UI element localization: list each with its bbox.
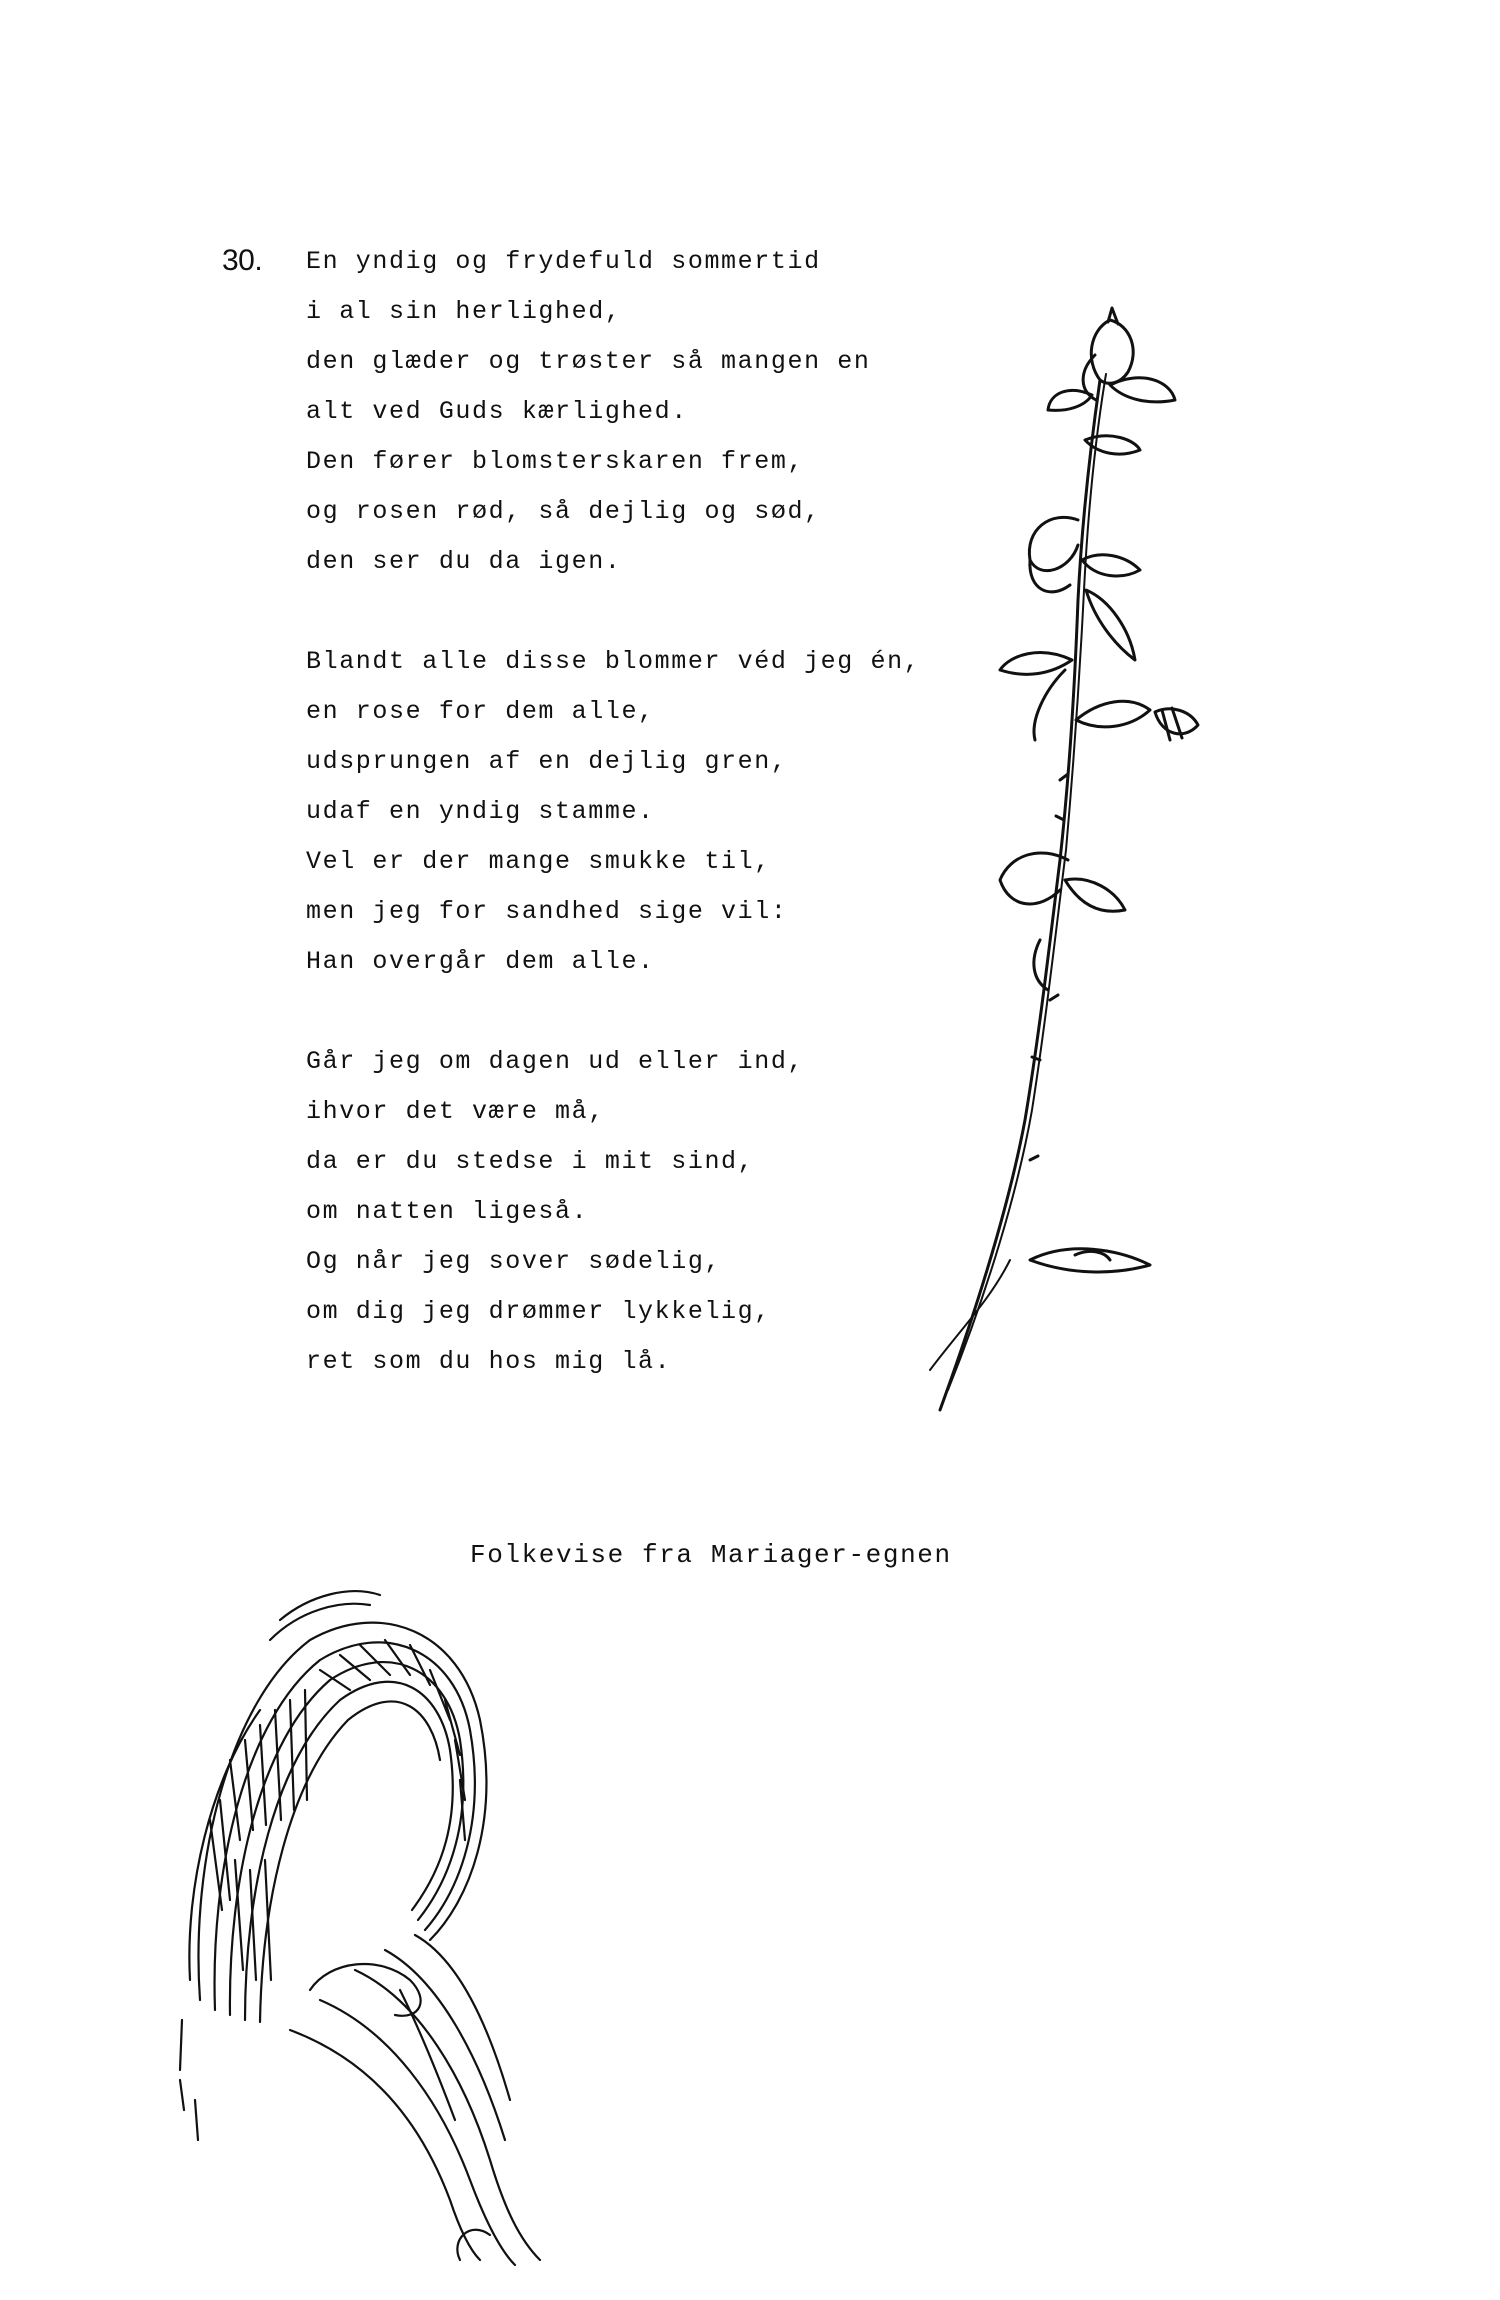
poem-line: en rose for dem alle,	[306, 697, 655, 726]
poem-line: En yndig og frydefuld sommertid	[306, 247, 821, 276]
poem-line: udaf en yndig stamme.	[306, 797, 655, 826]
poem-line: Blandt alle disse blommer véd jeg én,	[306, 647, 921, 676]
poem-line: alt ved Guds kærlighed.	[306, 397, 688, 426]
wheat-sheaf-illustration	[170, 1560, 730, 2280]
poem-line: Vel er der mange smukke til,	[306, 847, 771, 876]
poem-line: og rosen rød, så dejlig og sød,	[306, 497, 821, 526]
poem-line: Går jeg om dagen ud eller ind,	[306, 1047, 805, 1076]
song-number: 30.	[222, 244, 263, 277]
poem-line: ihvor det være må,	[306, 1097, 605, 1126]
poem-line: Han overgår dem alle.	[306, 947, 655, 976]
poem-line: udsprungen af en dejlig gren,	[306, 747, 788, 776]
rose-stem-illustration	[900, 300, 1220, 1420]
poem-line: Og når jeg sover sødelig,	[306, 1247, 722, 1276]
poem-line: Den fører blomsterskaren frem,	[306, 447, 805, 476]
poem-line: i al sin herlighed,	[306, 297, 622, 326]
poem-line: da er du stedse i mit sind,	[306, 1147, 755, 1176]
poem-line: ret som du hos mig lå.	[306, 1347, 672, 1376]
poem-line: om dig jeg drømmer lykkelig,	[306, 1297, 771, 1326]
poem-line: den glæder og trøster så mangen en	[306, 347, 871, 376]
poem-line: om natten ligeså.	[306, 1197, 589, 1226]
song-attribution: Folkevise fra Mariager-egnen	[470, 1540, 952, 1570]
poem-line: den ser du da igen.	[306, 547, 622, 576]
poem-line: men jeg for sandhed sige vil:	[306, 897, 788, 926]
